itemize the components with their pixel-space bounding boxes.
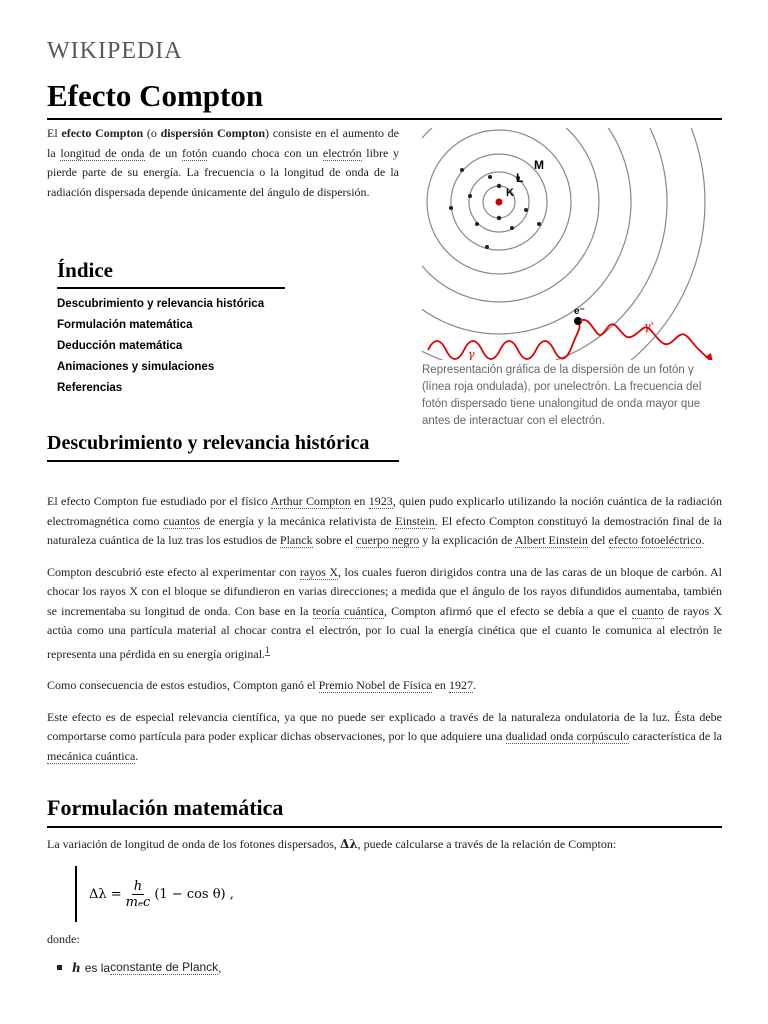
table-of-contents [57, 258, 287, 399]
compton-diagram [422, 128, 722, 360]
electrons [449, 168, 541, 249]
arrow-head [705, 353, 713, 360]
link-1923[interactable]: 1923 [368, 494, 393, 508]
link-efecto-fotoelectrico[interactable]: efecto fotoeléctrico [608, 533, 702, 547]
paragraph: Como consecuencia de estos estudios, Compton ganó el Premio Nobel de Física en 1927. [47, 678, 476, 692]
formula-fraction: $\frac{h}{\text{mₑc}}$ [125, 878, 151, 910]
link-cuanto[interactable]: cuanto [631, 603, 664, 618]
toc-list [57, 294, 287, 399]
label-gamma-prime: γ' [644, 320, 654, 333]
incident-photon-wave [428, 321, 580, 359]
compton-figure [422, 128, 722, 430]
link-1927[interactable]: 1927 [448, 678, 473, 692]
section-heading-descubrimiento: Descubrimiento y relevancia histórica [47, 428, 399, 462]
link-teoria-cuantica[interactable]: teoría cuántica [312, 603, 384, 618]
toc-item[interactable]: Referencias [57, 382, 123, 394]
intro-paragraph: El efecto Compton (o dispersión Compton) consiste en el aumento de la longitud de onda de un fotón cuando choca con un electrón libre y pierde parte de su energía. La frecuencia o la longitud de onda de la radiación dispersada depende únicamente del ángulo de dispersión. [47, 126, 400, 199]
donde-label: donde: [47, 932, 80, 946]
paragraph: El efecto Compton fue estudiado por el físico Arthur Compton en 1923, quien pudo explicarlo utilizando la noción cuántica de la radiación electromagnética como cuantos de energía y la mecánica relativista de Einstein. El efecto Compton constituyó la demostración final de la naturaleza cuántica de la luz tras los estudios de Planck sobre el cuerpo negro y la explicación de Albert Einstein del efecto fotoeléctrico. [47, 494, 722, 547]
link-mecanica-cuantica[interactable]: mecánica cuántica [47, 748, 136, 763]
list-item: h es la constante de Planck , [57, 960, 222, 975]
section-descubrimiento-body [47, 492, 722, 778]
link-longitud-de-onda[interactable]: longitud de onda [60, 145, 145, 160]
toc-title: Índice [57, 258, 285, 289]
label-k: K [506, 187, 514, 199]
wikipedia-logo[interactable]: WIKIPEDIA [47, 38, 183, 64]
atom-shells [422, 128, 705, 360]
shell-7 [422, 128, 667, 360]
figure-caption: Representación gráfica de la dispersión de un fotón γ (línea roja ondulada), por unelectrón. La frecuencia del fotón dispersado tiene unalongitud de onda mayor que antes de interactuar con el electrón. [422, 364, 702, 427]
toc-item[interactable]: Formulación matemática [57, 319, 193, 331]
link-arthur-compton[interactable]: Arthur Compton [270, 494, 351, 508]
link-foton[interactable]: fotón [182, 145, 208, 160]
label-gamma: γ [468, 348, 475, 360]
paragraph: Este efecto es de especial relevancia científica, ya que no puede ser explicado a través de la naturaleza ondulatoria de la luz. Ésta debe comportarse como partícula para poder explicar dichas observaciones, por lo que adquiere una dualidad onda corpúsculo característica de la mecánica cuántica. [47, 709, 722, 763]
page-title: Efecto Compton [47, 78, 722, 120]
nucleus [496, 199, 503, 206]
toc-item[interactable]: Deducción matemática [57, 340, 183, 352]
label-l: L [516, 171, 524, 185]
label-m: M [534, 158, 544, 172]
link-electron[interactable]: electrón [322, 145, 362, 160]
link-dualidad-onda-corpusculo[interactable]: dualidad onda corpúsculo [505, 729, 630, 743]
formula-intro: La variación de longitud de onda de los fotones dispersados, Δλ, puede calcularse a través de la relación de Compton: [47, 837, 617, 851]
link-cuantos[interactable]: cuantos [163, 513, 200, 528]
link-constante-de-planck[interactable]: constante de Planck [110, 960, 219, 974]
shell-5 [422, 128, 599, 302]
link-einstein[interactable]: Einstein [395, 513, 435, 528]
link-albert-einstein[interactable]: Albert Einstein [514, 533, 588, 547]
toc-item[interactable]: Animaciones y simulaciones [57, 361, 215, 373]
compton-formula: Δλ = $\frac{h}{\text{mₑc}}$ (1 − cos θ) , [75, 866, 234, 922]
reference-1[interactable]: 1 [265, 644, 270, 655]
shell-6 [422, 128, 631, 334]
label-electron: e⁻ [574, 306, 585, 317]
paragraph: Compton descubrió este efecto al experimentar con rayos X, los cuales fueron dirigidos contra una de las caras de un bloque de carbón. Al chocar los rayos X con el bloque se difundieron en varias direcciones; a medida que el ángulo de los rayos difundidos aumentaba, también se incrementaba su longitud de onda. Con base en la teoría cuántica, Compton afirmó que el efecto se debía a que el cuanto de rayos X actúa como una partícula material al chocar contra el electrón, por lo cual la energía cinética que el cuanto le comunica al electrón le representa una pérdida en su energía original.$^1$ [47, 564, 723, 661]
toc-item[interactable]: Descubrimiento y relevancia histórica [57, 298, 265, 310]
link-premio-nobel[interactable]: Premio Nobel de Física [318, 678, 432, 692]
section-heading-formulacion: Formulación matemática [47, 795, 722, 828]
link-rayos-x[interactable]: rayos X [299, 564, 339, 579]
link-planck[interactable]: Planck [279, 533, 313, 547]
bullet-icon [57, 965, 62, 970]
link-cuerpo-negro[interactable]: cuerpo negro [356, 533, 420, 547]
